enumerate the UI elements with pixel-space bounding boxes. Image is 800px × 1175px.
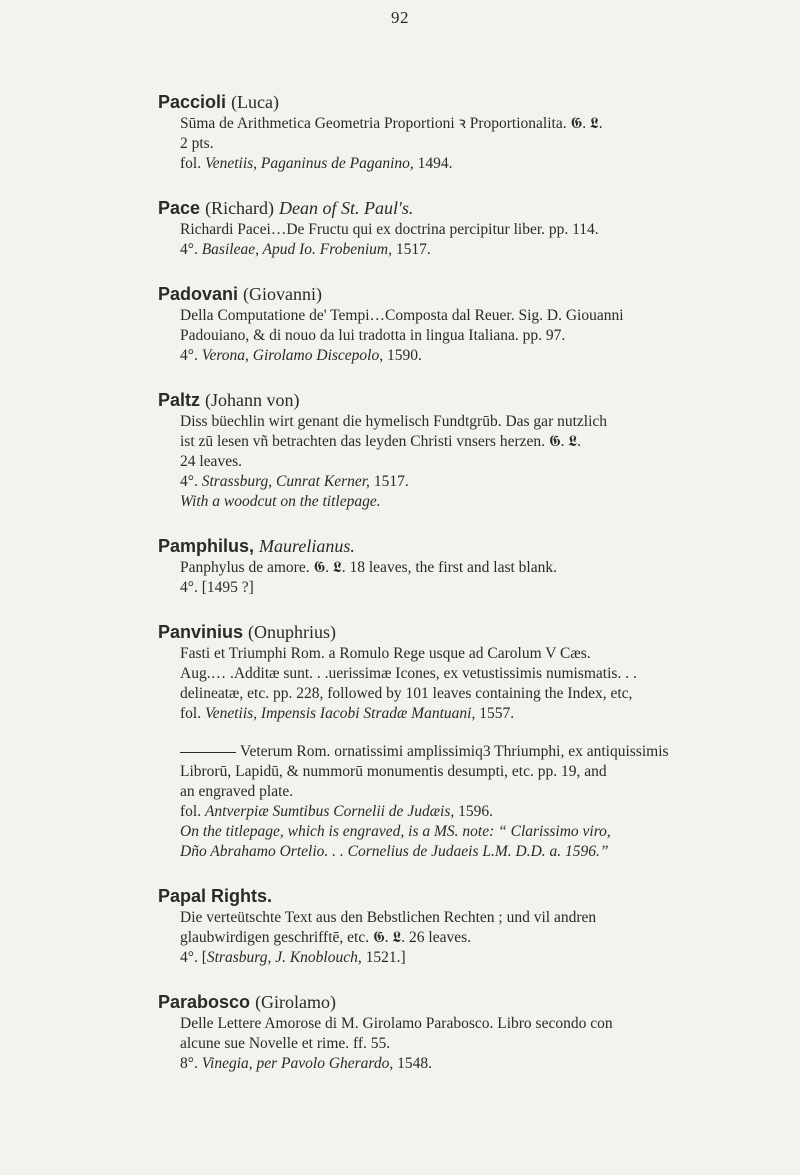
ditto-dash [180, 752, 236, 753]
format: 4°. [180, 347, 202, 364]
entry-heading [158, 534, 768, 558]
entry-paccioli [158, 90, 768, 174]
imprint-line [180, 802, 768, 822]
imprint-line [180, 240, 768, 260]
format: 4°. [180, 241, 202, 258]
entry-panvinius [158, 620, 768, 862]
title-line: an engraved plate. [180, 783, 294, 800]
entry-heading [158, 282, 768, 306]
note-line: Dño Abrahamo Ortelio. . . Cornelius de Judaeis L.M. D.D. a. 1596.” [180, 843, 609, 860]
sub-entry [180, 742, 768, 862]
imprint-line [180, 1054, 768, 1074]
format: fol. [180, 803, 205, 820]
subject-heading: Papal Rights. [158, 886, 273, 906]
author-forename: (Onuphrius) [248, 622, 337, 642]
title-line: 24 leaves. [180, 453, 242, 470]
imprint-line [180, 948, 768, 968]
title-line: Delle Lettere Amorose di M. Girolamo Parabosco. Libro secondo con [180, 1015, 613, 1032]
title-line: alcune sue Novelle et rime. ff. 55. [180, 1035, 391, 1052]
title-line: ist zū lesen vñ betrachten das leyden Christi vnsers herzen. 𝕲. 𝕷. [180, 433, 582, 450]
entry-heading [158, 196, 768, 220]
entry-heading [158, 990, 768, 1014]
entry-pamphilus [158, 534, 768, 598]
entry-pace [158, 196, 768, 260]
author-name: Pace [158, 198, 201, 218]
imprint-place-printer: Antverpiæ Sumtibus Cornelii de Judæis, [204, 803, 455, 820]
imprint-place-printer: Venetiis, Paganinus de Paganino, [204, 155, 414, 172]
imprint-year: 1596. [454, 803, 493, 820]
imprint-year: 1521.] [361, 949, 406, 966]
title-line: Librorū, Lapidū, & nummorū monumentis desumpti, etc. pp. 19, and [180, 763, 607, 780]
author-name: Panvinius [158, 622, 244, 642]
imprint-place-printer: Vinegia, per Pavolo Gherardo, [201, 1055, 394, 1072]
title-line [180, 742, 768, 762]
author-forename: (Girolamo) [255, 992, 337, 1012]
bibliography-entries [158, 90, 768, 1096]
entry-paltz [158, 388, 768, 512]
imprint-line [180, 154, 768, 174]
author-forename: (Richard) [205, 198, 275, 218]
imprint-place-printer: Basileae, Apud Io. Frobenium, [201, 241, 392, 258]
page-number: 92 [391, 8, 409, 27]
imprint-place-printer: Verona, Girolamo Discepolo, [201, 347, 384, 364]
author-name: Pamphilus, [158, 536, 255, 556]
entry-parabosco [158, 990, 768, 1074]
title-line: delineatæ, etc. pp. 228, followed by 101 leaves containing the Index, etc, [180, 685, 633, 702]
entry-heading [158, 620, 768, 644]
imprint-place-printer: Venetiis, Impensis Iacobi Stradæ Mantuani, [204, 705, 476, 722]
format: fol. [180, 705, 205, 722]
author-forename: (Luca) [231, 92, 280, 112]
note-line: On the titlepage, which is engraved, is a MS. note: “ Clarissimo viro, [180, 823, 611, 840]
format: 8°. [180, 1055, 202, 1072]
author-name: Parabosco [158, 992, 251, 1012]
imprint-year: 1517. [369, 473, 409, 490]
title-line: glaubwirdigen geschrifftē, etc. 𝕲. 𝕷. 26 leaves. [180, 929, 471, 946]
title-line: Sūma de Arithmetica Geometria Proportioni ꝛ Proportionalita. 𝕲. 𝕷. [180, 115, 603, 132]
author-forename: (Johann von) [205, 390, 300, 410]
author-epithet: Maurelianus. [259, 536, 355, 556]
title-line: Die verteütschte Text aus den Bebstlichen Rechten ; und vil andren [180, 909, 597, 926]
entry-heading [158, 884, 768, 908]
format: 4°. [ [180, 949, 207, 966]
note-line: With a woodcut on the titlepage. [180, 493, 381, 510]
title-line: 2 pts. [180, 135, 214, 152]
imprint-line [180, 346, 768, 366]
author-name: Paltz [158, 390, 201, 410]
author-name: Paccioli [158, 92, 227, 112]
author-title: Dean of St. Paul's. [279, 198, 414, 218]
title-line: Richardi Pacei…De Fructu qui ex doctrina percipitur liber. pp. 114. [180, 221, 599, 238]
imprint-year: 1557. [475, 705, 515, 722]
author-name: Padovani [158, 284, 239, 304]
title-line: Diss büechlin wirt genant die hymelisch Fundtgrūb. Das gar nutzlich [180, 413, 608, 430]
title-line: Padouiano, & di nouo da lui tradotta in lingua Italiana. pp. 97. [180, 327, 566, 344]
imprint-place-printer: Strassburg, Cunrat Kerner, [201, 473, 370, 490]
imprint-line [180, 704, 768, 724]
imprint-line [180, 472, 768, 492]
title-text: Veterum Rom. ornatissimi amplissimiq3 Thriumphi, ex antiquissimis [240, 743, 669, 760]
imprint-year: 1548. [393, 1055, 433, 1072]
imprint-year: 1517. [391, 241, 431, 258]
title-line: Aug.… .Additæ sunt. . .uerissimæ Icones, ex vetustissimis numismatis. . . [180, 665, 637, 682]
entry-padovani [158, 282, 768, 366]
entry-heading [158, 90, 768, 114]
format: fol. [180, 155, 205, 172]
imprint-place-printer: Strasburg, J. Knoblouch, [206, 949, 362, 966]
format: 4°. [180, 473, 202, 490]
imprint-year: 1494. [413, 155, 453, 172]
entry-heading [158, 388, 768, 412]
title-line: Fasti et Triumphi Rom. a Romulo Rege usque ad Carolum V Cæs. [180, 645, 591, 662]
title-line: Panphylus de amore. 𝕲. 𝕷. 18 leaves, the first and last blank. [180, 559, 557, 576]
imprint-line: 4°. [1495 ?] [180, 579, 254, 596]
title-line: Della Computatione de' Tempi…Composta dal Reuer. Sig. D. Giouanni [180, 307, 624, 324]
entry-papal-rights [158, 884, 768, 968]
author-forename: (Giovanni) [243, 284, 323, 304]
imprint-year: 1590. [383, 347, 422, 364]
